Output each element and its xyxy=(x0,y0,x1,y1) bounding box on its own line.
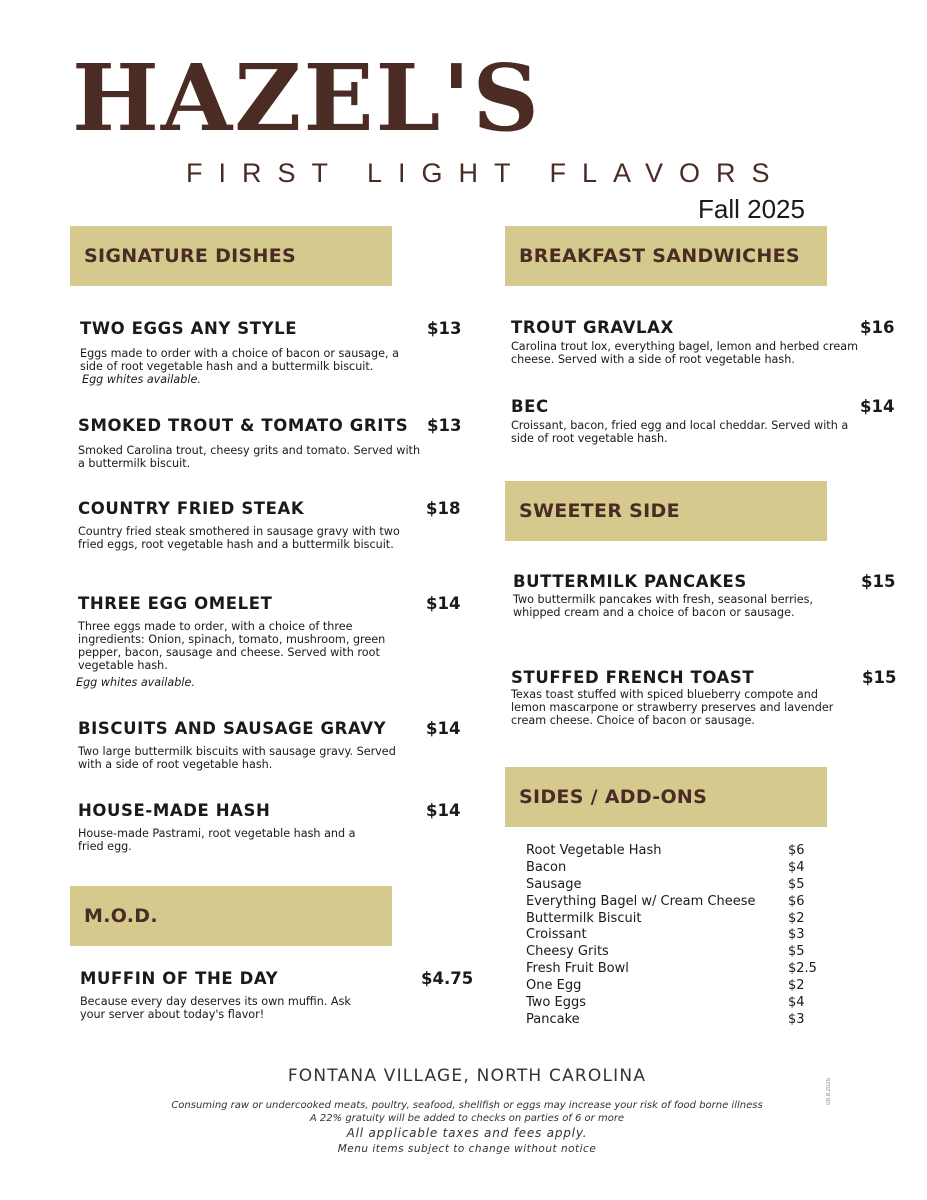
item-description: Carolina trout lox, everything bagel, lemon and herbed cream cheese. Served with a side of root vegetable hash. xyxy=(511,340,858,366)
item-name: MUFFIN OF THE DAY xyxy=(80,969,279,988)
side-item xyxy=(526,995,826,1012)
item-note: Egg whites available. xyxy=(76,676,195,689)
item-name: STUFFED FRENCH TOAST xyxy=(511,668,755,687)
item-description: Two buttermilk pancakes with fresh, seasonal berries, whipped cream and a choice of bacon or sausage. xyxy=(513,593,814,619)
restaurant-logo: HAZEL'S xyxy=(72,44,541,152)
item-price: $13 xyxy=(427,416,462,435)
item-description: Two large buttermilk biscuits with sausage gravy. Served with a side of root vegetable hash. xyxy=(78,745,396,771)
side-name: Sausage xyxy=(526,876,582,892)
side-name: Everything Bagel w/ Cream Cheese xyxy=(526,893,756,909)
item-description: Three eggs made to order, with a choice of three ingredients: Onion, spinach, tomato, mushroom, green pepper, bacon, sausage and cheese. Served with root vegetable hash. xyxy=(78,620,386,672)
side-price: $3 xyxy=(788,1011,805,1027)
side-name: Fresh Fruit Bowl xyxy=(526,961,629,977)
item-name: SMOKED TROUT & TOMATO GRITS xyxy=(78,416,409,435)
item-price: $16 xyxy=(860,318,895,337)
item-name: BEC xyxy=(511,397,549,416)
item-name: HOUSE-MADE HASH xyxy=(78,801,271,820)
side-price: $6 xyxy=(788,843,805,858)
gratuity-notice: A 22% gratuity will be added to checks on parties of 6 or more xyxy=(309,1113,625,1124)
side-price: $2.5 xyxy=(788,961,817,977)
menu-item-buttermilk-pancakes xyxy=(513,572,894,634)
season-label: Fall 2025 xyxy=(698,194,805,224)
print-code: 09.8.2025 xyxy=(826,1078,832,1105)
side-name: Croissant xyxy=(526,927,587,943)
item-name: BUTTERMILK PANCAKES xyxy=(513,572,747,591)
side-price: $4 xyxy=(788,859,805,875)
section-banner-sweeter xyxy=(505,481,827,541)
side-name: Root Vegetable Hash xyxy=(526,843,662,858)
item-description: Croissant, bacon, fried egg and local cheddar. Served with a side of root vegetable hash. xyxy=(511,419,849,445)
side-price: $2 xyxy=(788,978,805,994)
menu-item-trout-grits xyxy=(78,416,460,476)
section-banner-sandwiches xyxy=(505,226,827,286)
food-safety-warning: Consuming raw or undercooked meats, poultry, seafood, shellfish or eggs may increase your risk of food borne illness xyxy=(171,1100,763,1111)
menu-change-notice: Menu items subject to change without notice xyxy=(337,1143,597,1155)
side-item xyxy=(526,978,826,995)
section-banner-sides xyxy=(505,767,827,827)
sides-list xyxy=(526,843,826,1029)
section-title-sweeter: SWEETER SIDE xyxy=(519,500,680,522)
side-price: $3 xyxy=(788,927,805,943)
side-item xyxy=(526,961,826,978)
item-name: COUNTRY FRIED STEAK xyxy=(78,499,305,518)
item-name: TWO EGGS ANY STYLE xyxy=(80,319,298,338)
side-price: $5 xyxy=(788,876,805,892)
item-price: $14 xyxy=(426,719,461,738)
side-item xyxy=(526,843,826,860)
item-note: Egg whites available. xyxy=(82,373,201,386)
menu-item-three-egg-omelet xyxy=(78,594,460,694)
tagline: FIRST LIGHT FLAVORS xyxy=(186,158,786,188)
section-title-sides: SIDES / ADD-ONS xyxy=(519,786,708,808)
side-name: Bacon xyxy=(526,859,567,875)
side-item xyxy=(526,860,826,877)
section-title-sandwiches: BREAKFAST SANDWICHES xyxy=(519,245,800,267)
menu-item-muffin xyxy=(80,969,480,1029)
section-banner-signature xyxy=(70,226,392,286)
item-description: Eggs made to order with a choice of bacon or sausage, a side of root vegetable hash and a buttermilk biscuit. xyxy=(80,347,399,373)
side-name: Cheesy Grits xyxy=(526,944,609,960)
menu-item-country-fried-steak xyxy=(78,499,460,569)
item-price: $4.75 xyxy=(421,969,474,988)
item-price: $14 xyxy=(860,397,895,416)
item-name: BISCUITS AND SAUSAGE GRAVY xyxy=(78,719,387,738)
side-name: Pancake xyxy=(526,1011,580,1027)
item-price: $14 xyxy=(426,594,461,613)
side-price: $2 xyxy=(788,910,805,926)
section-title-signature: SIGNATURE DISHES xyxy=(84,245,296,267)
item-price: $18 xyxy=(426,499,461,518)
side-item xyxy=(526,911,826,928)
menu-item-two-eggs xyxy=(80,319,460,389)
side-item xyxy=(526,944,826,961)
side-item xyxy=(526,927,826,944)
section-banner-mod xyxy=(70,886,392,946)
taxes-notice: All applicable taxes and fees apply. xyxy=(346,1126,588,1140)
side-item xyxy=(526,894,826,911)
menu-item-trout-gravlax xyxy=(511,318,894,378)
item-description: House-made Pastrami, root vegetable hash and a fried egg. xyxy=(78,827,356,853)
menu-item-bec xyxy=(511,397,894,457)
item-description: Smoked Carolina trout, cheesy grits and tomato. Served with a buttermilk biscuit. xyxy=(78,444,421,470)
menu-item-house-made-hash xyxy=(78,801,460,861)
item-price: $13 xyxy=(427,319,462,338)
item-name: TROUT GRAVLAX xyxy=(511,318,674,337)
side-price: $4 xyxy=(788,995,805,1011)
menu-item-biscuits-gravy xyxy=(78,719,460,779)
item-price: $15 xyxy=(861,572,896,591)
side-name: One Egg xyxy=(526,978,582,994)
side-item xyxy=(526,877,826,894)
item-description: Because every day deserves its own muffin. Ask your server about today's flavor! xyxy=(80,995,351,1021)
item-description: Country fried steak smothered in sausage gravy with two fried eggs, root vegetable hash and a buttermilk biscuit. xyxy=(78,525,400,551)
side-price: $5 xyxy=(788,944,805,960)
item-description: Texas toast stuffed with spiced blueberry compote and lemon mascarpone or strawberry preserves and lavender cream cheese. Choice of bacon or sausage. xyxy=(511,688,834,727)
side-item xyxy=(526,1012,826,1029)
side-name: Buttermilk Biscuit xyxy=(526,910,642,926)
item-name: THREE EGG OMELET xyxy=(78,594,273,613)
section-title-mod: M.O.D. xyxy=(84,905,158,927)
item-price: $15 xyxy=(862,668,897,687)
side-name: Two Eggs xyxy=(526,995,586,1011)
item-price: $14 xyxy=(426,801,461,820)
side-price: $6 xyxy=(788,893,805,909)
menu-item-stuffed-french-toast xyxy=(511,668,897,730)
location-label: FONTANA VILLAGE, NORTH CAROLINA xyxy=(287,1066,647,1086)
